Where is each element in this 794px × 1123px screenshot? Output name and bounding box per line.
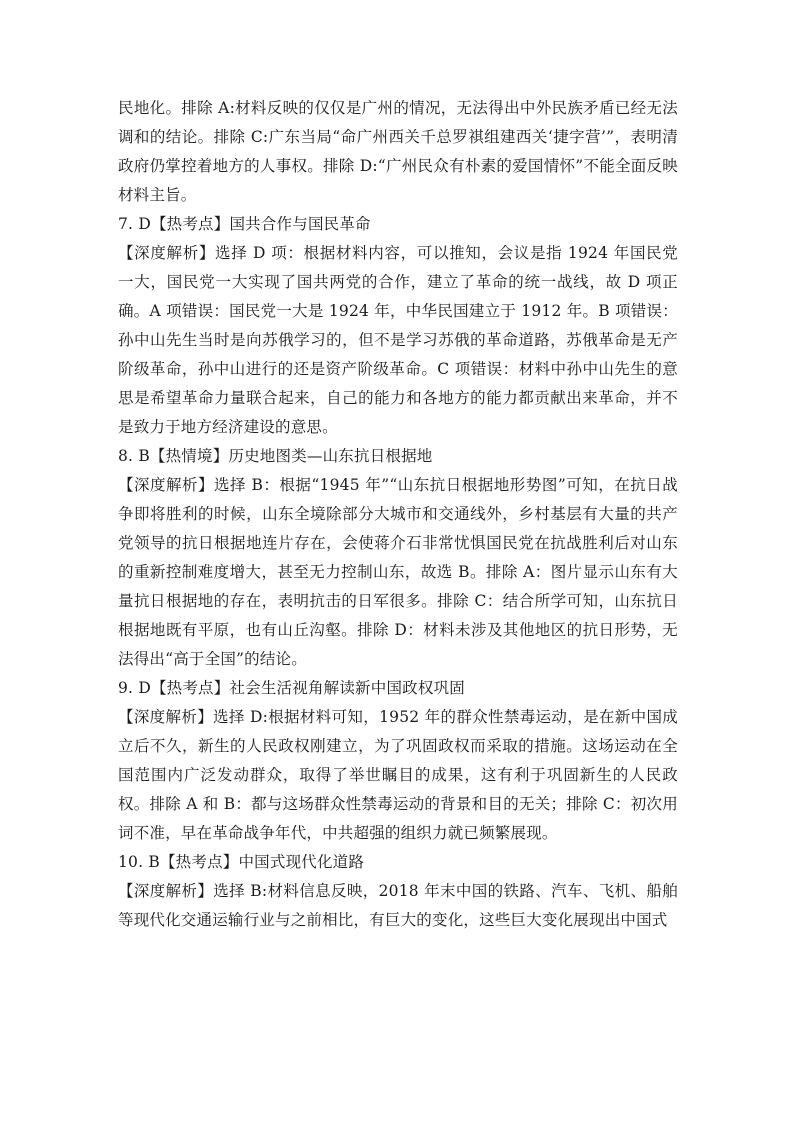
question-8-analysis: 【深度解析】选择 B：根据“1945 年”“山东抗日根据地形势图”可知，在抗日战争即将胜利的时候，山东全境除部分大城市和交通线外，乡村基层有大量的共产党领导的抗日根据地连片存在，会使蒋介石非常忧惧国民党在抗战胜利后对山东的重新控制难度增大，甚至无力控制山东，故选 B。排除 A：图片显示山东有大量抗日根据地的存在，表明抗击的日军很多。排除 C：结合所学可知，山东抗日根据地既有平原，也有山丘沟壑。排除 D：材料未涉及其他地区的抗日形势，无法得出“高于全国”的结论。 <box>118 476 678 668</box>
question-9-heading: 9. D【热考点】社会生活视角解读新中国政权巩固 <box>118 679 465 697</box>
question-10-heading: 10. B【热考点】中国式现代化道路 <box>118 853 365 871</box>
paragraph-continuation: 民地化。排除 A:材料反映的仅仅是广州的情况，无法得出中外民族矛盾已经无法调和的结论。排除 C:广东当局“命广州西关千总罗祺组建西关‘捷字营’”，表明清政府仍掌控着地方的人事权。排除 D:“广州民众有朴素的爱国情怀”不能全面反映材料主旨。 <box>118 99 678 204</box>
question-7-analysis: 【深度解析】选择 D 项：根据材料内容，可以推知，会议是指 1924 年国民党一大，国民党一大实现了国共两党的合作，建立了革命的统一战线，故 D 项正确。A 项错误：国民党一大是 1924 年，中华民国建立于 1912 年。B 项错误：孙中山先生当时是向苏俄学习的，但不是学习苏俄的革命道路，苏俄革命是无产阶级革命，孙中山进行的还是资产阶级革命。C 项错误：材料中孙中山先生的意思是希望革命力量联合起来，自己的能力和各地方的能力都贡献出来革命，并不是致力于地方经济建设的意思。 <box>118 244 678 436</box>
document-body <box>118 94 678 935</box>
question-8-heading: 8. B【热情境】历史地图类—山东抗日根据地 <box>118 447 433 465</box>
question-9-analysis: 【深度解析】选择 D:根据材料可知，1952 年的群众性禁毒运动，是在新中国成立后不久，新生的人民政权刚建立，为了巩固政权而采取的措施。这场运动在全国范围内广泛发动群众，取得了举世瞩目的成果，这有利于巩固新生的人民政权。排除 A 和 B：都与这场群众性禁毒运动的背景和目的无关；排除 C：初次用词不准，早在革命战争年代，中共超强的组织力就已频繁展现。 <box>118 708 678 842</box>
question-7-heading: 7. D【热考点】国共合作与国民革命 <box>118 215 371 233</box>
question-10-analysis: 【深度解析】选择 B:材料信息反映，2018 年末中国的铁路、汽车、飞机、船舶等现代化交通运输行业与之前相比，有巨大的变化，这些巨大变化展现出中国式 <box>118 882 678 929</box>
